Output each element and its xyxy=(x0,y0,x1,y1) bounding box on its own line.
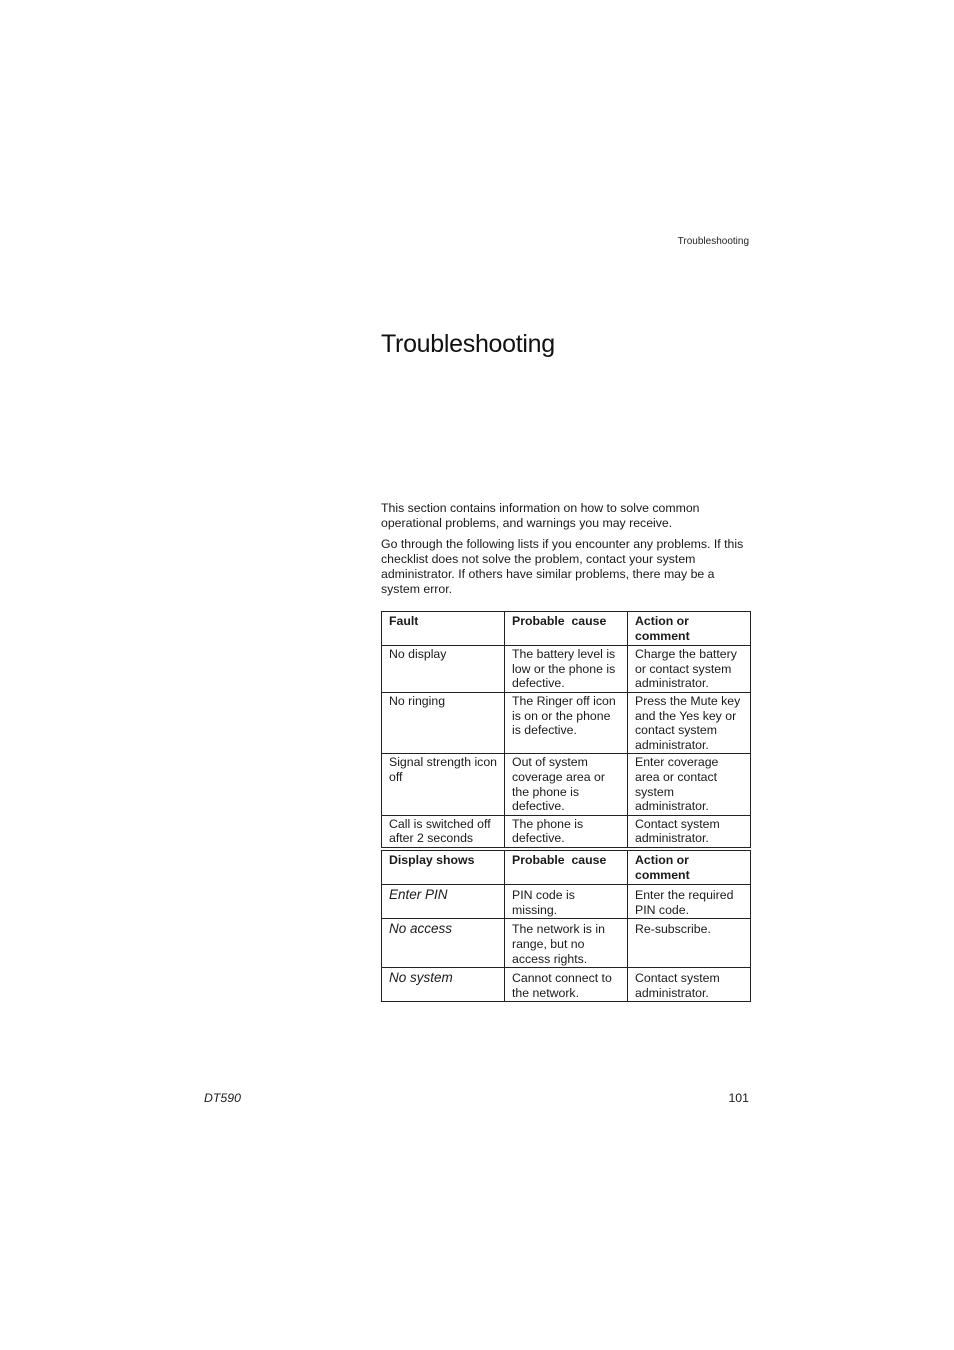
table-row xyxy=(382,919,751,968)
cause-cell: The network is in range, but no access rights. xyxy=(505,919,628,968)
cause-cell: PIN code is missing. xyxy=(505,885,628,919)
table-header-row xyxy=(382,851,751,885)
table-row xyxy=(382,885,751,919)
table-row xyxy=(382,968,751,1002)
column-header-cause: Probable cause xyxy=(505,851,628,885)
action-cell: Contact system administrator. xyxy=(628,968,751,1002)
running-header: Troubleshooting xyxy=(677,236,749,247)
display-message-cell: Enter PIN xyxy=(382,885,505,919)
fault-cell: No ringing xyxy=(382,692,505,753)
footer-model-name: DT590 xyxy=(204,1091,241,1105)
page-number: 101 xyxy=(728,1091,749,1105)
fault-cell: Signal strength icon off xyxy=(382,754,505,815)
fault-table xyxy=(381,611,751,848)
column-header-cause: Probable cause xyxy=(505,612,628,646)
intro-paragraph: This section contains information on how to solve common operational problems, and warnings you may receive. xyxy=(381,501,700,530)
action-cell: Press the Mute key and the Yes key or contact system administrator. xyxy=(628,692,751,753)
cause-cell: The battery level is low or the phone is defective. xyxy=(505,646,628,693)
action-cell: Re-subscribe. xyxy=(628,919,751,968)
column-header-action: Action or comment xyxy=(628,851,751,885)
column-header-display: Display shows xyxy=(382,851,505,885)
display-message-cell: No system xyxy=(382,968,505,1002)
column-header-action: Action or comment xyxy=(628,612,751,646)
cause-cell: Out of system coverage area or the phone is defective. xyxy=(505,754,628,815)
intro-paragraph: Go through the following lists if you encounter any problems. If this checklist does not solve the problem, contact your system administrator. If others have similar problems, there may be a system error. xyxy=(381,537,744,596)
display-message-table xyxy=(381,850,751,1002)
cause-cell: The phone is defective. xyxy=(505,815,628,847)
action-cell: Charge the battery or contact system administrator. xyxy=(628,646,751,693)
display-message-cell: No access xyxy=(382,919,505,968)
fault-cell: Call is switched off after 2 seconds xyxy=(382,815,505,847)
cause-cell: The Ringer off icon is on or the phone is defective. xyxy=(505,692,628,753)
intro-text xyxy=(381,501,753,603)
action-cell: Enter coverage area or contact system administrator. xyxy=(628,754,751,815)
cause-cell: Cannot connect to the network. xyxy=(505,968,628,1002)
table-row xyxy=(382,692,751,753)
table-row xyxy=(382,646,751,693)
fault-cell: No display xyxy=(382,646,505,693)
action-cell: Contact system administrator. xyxy=(628,815,751,847)
table-row xyxy=(382,754,751,815)
action-cell: Enter the required PIN code. xyxy=(628,885,751,919)
page-title: Troubleshooting xyxy=(381,330,555,358)
column-header-fault: Fault xyxy=(382,612,505,646)
table-row xyxy=(382,815,751,847)
table-header-row xyxy=(382,612,751,646)
